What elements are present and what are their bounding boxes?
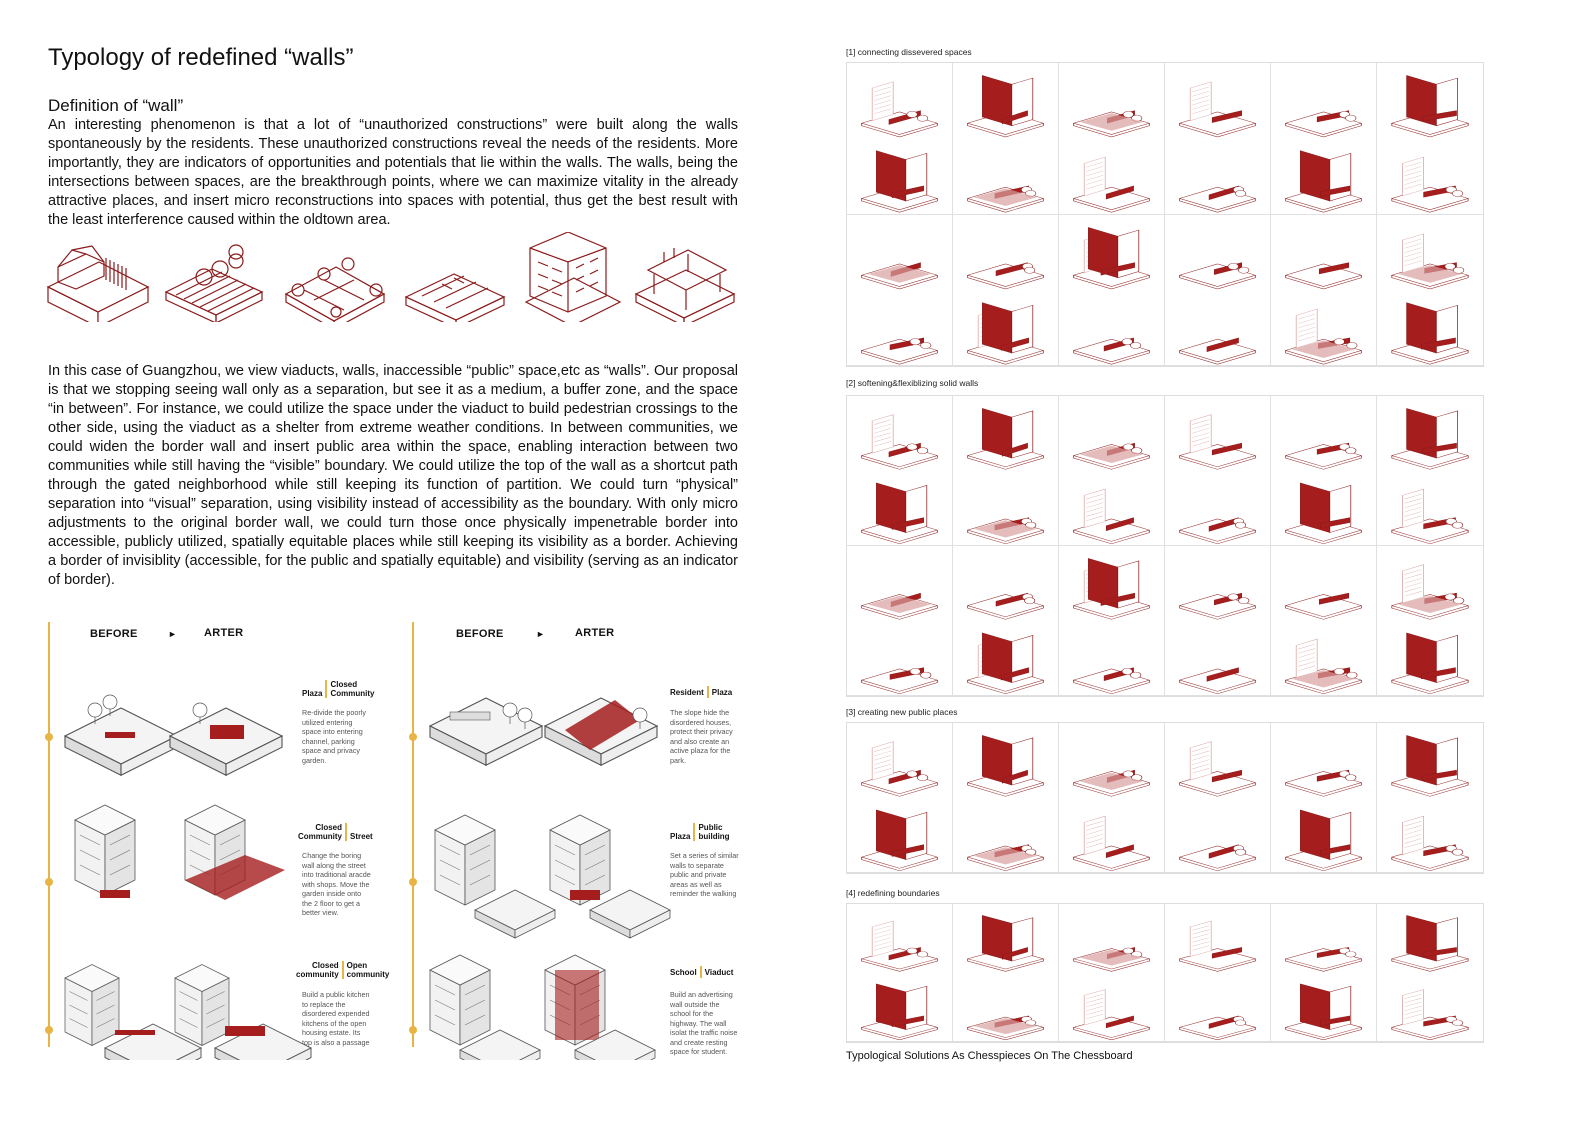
chessboard-cell	[1059, 546, 1165, 696]
chessboard-cell	[1271, 396, 1377, 546]
chessboard-cell	[1165, 904, 1271, 1042]
typology-piece-icon	[953, 546, 1058, 695]
typology-piece-icon	[1165, 215, 1270, 366]
typology-piece-icon	[1377, 396, 1483, 545]
typology-piece-icon	[1271, 63, 1376, 214]
chessboard-cell	[1271, 215, 1377, 367]
chessboard-cell	[847, 723, 953, 873]
section-label: [3] creating new public places	[846, 707, 958, 717]
before-label: BEFORE	[90, 628, 138, 640]
chessboard-cell	[1271, 904, 1377, 1042]
typology-piece-icon	[1165, 904, 1270, 1041]
chessboard-cell	[953, 396, 1059, 546]
viaduct-icon	[636, 248, 734, 322]
chessboard-caption: Typological Solutions As Chesspieces On The Chessboard	[846, 1050, 1133, 1062]
chessboard-cell	[953, 63, 1059, 215]
page-title: Typology of redefined “walls”	[48, 44, 354, 71]
typology-piece-icon	[953, 396, 1058, 545]
typology-piece-icon	[953, 63, 1058, 214]
chessboard-grid-4	[846, 903, 1484, 1043]
section-label: [2] softening&flexiblizing solid walls	[846, 378, 979, 388]
chessboard-grid-2	[846, 395, 1484, 697]
typology-piece-icon	[1165, 63, 1270, 214]
section-label: [1] connecting dissevered spaces	[846, 47, 972, 57]
case-label: School Viaduct	[670, 967, 734, 977]
arrow-icon: ►	[536, 629, 545, 639]
typology-piece-icon	[1271, 396, 1376, 545]
chessboard-cell	[1059, 904, 1165, 1042]
chessboard-cell	[1059, 215, 1165, 367]
typology-piece-icon	[847, 63, 952, 214]
typology-piece-icon	[1165, 546, 1270, 695]
case-description: The slope hide the disordered houses, protect their privacy and also create an active plaza for the park.	[670, 708, 733, 765]
case-label: Closed community Open community	[296, 961, 390, 979]
typology-piece-icon	[847, 396, 952, 545]
typology-piece-icon	[1059, 723, 1164, 872]
chessboard-cell	[1059, 396, 1165, 546]
chessboard-grid-1	[846, 62, 1484, 367]
chessboard-cell	[953, 904, 1059, 1042]
park-paths-icon	[286, 258, 384, 322]
typology-piece-icon	[1377, 904, 1483, 1041]
chessboard-cell	[1165, 63, 1271, 215]
typology-piece-icon	[1271, 546, 1376, 695]
typology-piece-icon	[953, 904, 1058, 1041]
definition-text: An interesting phenomenon is that a lot of “unauthorized constructions” were built along the walls spontaneously by the residents. These unauthorized constructions reveal the needs of the residents. More importantly, they are indicators of opportunities and potentials that lie within the walls. The walls, being the intersections between spaces, are the breakthrough points, where we can maximize vitality in the already attractive places, and insert micro reconstructions into spaces with potential, thus get the best result with the least interference caused within the oldtown area.	[48, 117, 738, 228]
typology-piece-icon	[847, 723, 952, 872]
house-fence-icon	[48, 246, 148, 322]
typology-piece-icon	[1165, 396, 1270, 545]
typology-piece-icon	[1271, 215, 1376, 366]
timeline-left	[48, 622, 50, 1047]
typology-piece-icon	[1271, 723, 1376, 872]
chessboard-grid-3	[846, 722, 1484, 874]
chessboard-cell	[1165, 215, 1271, 367]
chessboard-cell	[1059, 63, 1165, 215]
chessboard-cell	[1059, 723, 1165, 873]
typology-piece-icon	[1059, 546, 1164, 695]
case-label: Plaza Public building	[670, 823, 730, 841]
chessboard-cell	[953, 546, 1059, 696]
chessboard-cell	[1165, 396, 1271, 546]
typology-piece-icon	[1377, 546, 1483, 695]
section-label: [4] redefining boundaries	[846, 888, 940, 898]
typology-piece-icon	[847, 215, 952, 366]
typology-icons	[44, 232, 744, 322]
chessboard-cell	[1271, 63, 1377, 215]
typology-piece-icon	[1271, 904, 1376, 1041]
plaza-trees-icon	[166, 245, 262, 322]
case-label: Resident Plaza	[670, 687, 733, 697]
typology-piece-icon	[847, 546, 952, 695]
chessboard-cell	[1377, 904, 1483, 1042]
chessboard-cell	[847, 215, 953, 367]
typology-piece-icon	[1059, 63, 1164, 214]
after-label: ARTER	[575, 627, 615, 639]
building-icon	[526, 232, 620, 322]
typology-piece-icon	[1377, 63, 1483, 214]
chessboard-cell	[953, 215, 1059, 367]
chessboard-cell	[953, 723, 1059, 873]
typology-piece-icon	[1059, 396, 1164, 545]
timeline-dot	[45, 1026, 53, 1034]
chessboard-cell	[1165, 546, 1271, 696]
case-label: Plaza Closed Community	[302, 680, 375, 698]
chessboard-cell	[847, 904, 953, 1042]
case-description: Build an advertising wall outside the school for the highway. The wall isolat the traffic noise and create resting space for student.	[670, 990, 738, 1056]
case-description: Re-divide the poorly utilized entering space into entering channel, parking space and privacy garden.	[302, 708, 366, 765]
definition-heading: Definition of “wall”	[48, 96, 184, 115]
typology-piece-icon	[1377, 723, 1483, 872]
typology-piece-icon	[953, 723, 1058, 872]
timeline-dot	[45, 733, 53, 741]
after-label: ARTER	[204, 627, 244, 639]
before-label: BEFORE	[456, 628, 504, 640]
arrow-icon: ►	[168, 629, 177, 639]
chessboard-cell	[847, 63, 953, 215]
typology-piece-icon	[847, 904, 952, 1041]
typology-piece-icon	[953, 215, 1058, 366]
typology-piece-icon	[1059, 904, 1164, 1041]
typology-piece-icon	[1377, 215, 1483, 366]
chessboard-cell	[1271, 546, 1377, 696]
chessboard-cell	[1377, 723, 1483, 873]
typology-piece-icon	[1165, 723, 1270, 872]
chessboard-cell	[847, 546, 953, 696]
case-description: Set a series of similar walls to separate public and private areas as well as reminder the walking	[670, 851, 739, 898]
typology-piece-icon	[1059, 215, 1164, 366]
timeline-dot	[45, 878, 53, 886]
case-label: Closed Community Street	[298, 823, 373, 841]
case-description: Build a public kitchen to replace the disordered expended kitchens of the open housing estate. Its top is also a passage	[302, 990, 370, 1047]
before-after-drawings	[60, 640, 750, 1060]
chessboard-cell	[1377, 396, 1483, 546]
chessboard-cell	[1377, 546, 1483, 696]
chessboard-cell	[1377, 63, 1483, 215]
road-icon	[406, 274, 504, 322]
chessboard-cell	[1377, 215, 1483, 367]
case-description: Change the boring wall along the street into traditional aracde with shops. Move the garden inside onto the 2 floor to get a better view.	[302, 851, 371, 917]
proposal-text: In this case of Guangzhou, we view viaducts, walls, inaccessible “public” space,etc as “walls”. Our proposal is that we stopping seeing wall only as a separation, but see it as a medium, a buffer zone, and the space “in between”. For instance, we could utilize the space under the viaduct to build pedestrian crossings to the other side, using the viaduct as a shelter from extreme weather conditions. In between communities, we could widen the border wall and insert public area within the space, enabling interaction between two communities while still having the “visible” boundary. We could utilize the top of the wall as a shortcut path through the gated neighborhood while still keeping its function of partition. We could turn “physical” separation into “visual” separation, using visibility instead of accessibility as the boundary. With only micro adjustments to the original border wall, we could turn those once physically impenetrable border into accessible, publicly utilized, spatially equitable places while still keeping its visibility as a border. Achieving a border of invisiblity (accessible, for the public and spatially equitable) and visibility (serving as an indicator of border).	[48, 363, 738, 588]
chessboard-cell	[1271, 723, 1377, 873]
chessboard-cell	[1165, 723, 1271, 873]
chessboard-cell	[847, 396, 953, 546]
